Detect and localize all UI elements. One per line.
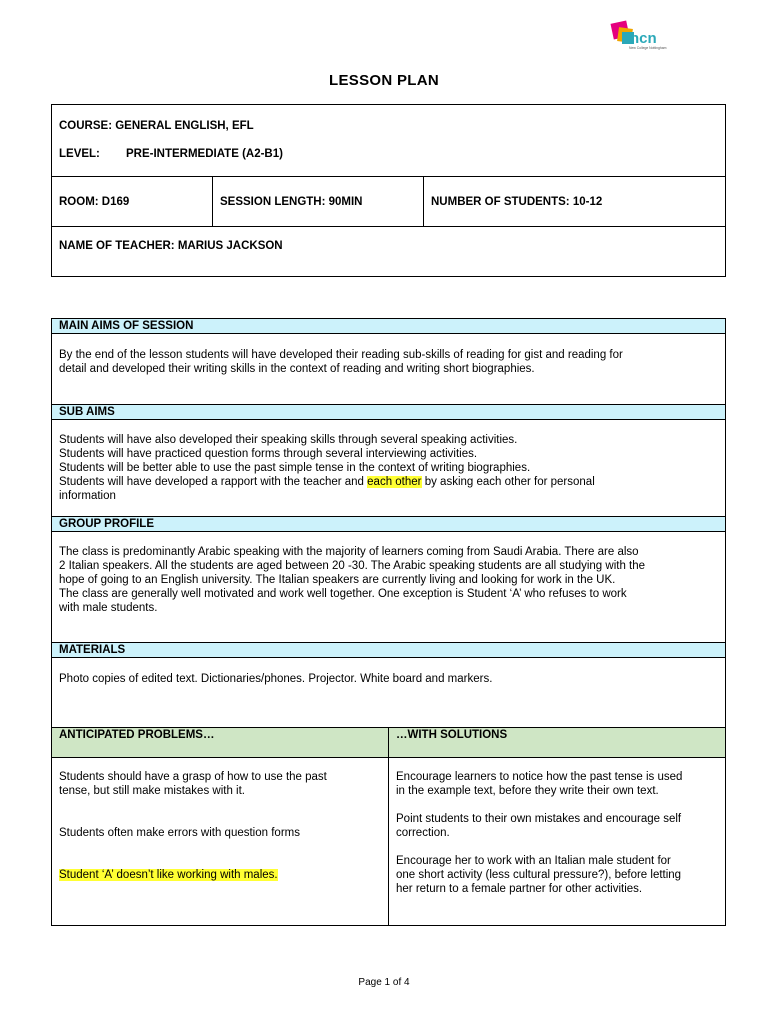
session-length-text: SESSION LENGTH: 90MIN — [220, 195, 363, 208]
solutions-heading: …WITH SOLUTIONS — [389, 728, 726, 758]
course-level-cell — [52, 105, 726, 177]
problem-line: tense, but still make mistakes with it. — [59, 785, 245, 797]
problems-heading: ANTICIPATED PROBLEMS… — [52, 728, 389, 758]
group-profile-line: The class are generally well motivated and work well together. One exception is Student ‘A’ who refuses to work — [59, 588, 627, 600]
solution-line: Encourage learners to notice how the past tense is used — [396, 771, 683, 783]
group-profile-body — [52, 532, 726, 643]
sub-aims-line: information — [59, 490, 116, 502]
lesson-plan-table — [51, 318, 726, 926]
problems-column — [52, 758, 389, 926]
main-aims-line: By the end of the lesson students will have developed their reading sub-skills of reading for gist and reading for — [59, 349, 623, 361]
highlighted-each-other: each other — [367, 476, 422, 488]
college-logo — [608, 18, 670, 52]
problem-line: Students often make errors with question forms — [59, 827, 300, 839]
materials-body — [52, 658, 726, 728]
solution-item — [396, 840, 718, 896]
room-cell — [52, 177, 213, 227]
solution-line: Encourage her to work with an Italian male student for — [396, 855, 671, 867]
highlighted-problem: Student ‘A’ doesn’t like working with males. — [59, 869, 278, 881]
level-value: PRE-INTERMEDIATE (A2-B1) — [126, 148, 283, 160]
sub-aims-line4-before: Students will have developed a rapport with the teacher and — [59, 476, 368, 488]
group-profile-line: 2 Italian speakers. All the students are aged between 20 -30. The Arabic speaking students are all studying with the — [59, 560, 646, 572]
solutions-column — [389, 758, 726, 926]
solution-line: correction. — [396, 827, 450, 839]
problem-item — [59, 758, 381, 798]
main-aims-line: detail and developed their writing skills in the context of reading and writing short biographies. — [59, 363, 535, 375]
group-profile-heading: GROUP PROFILE — [52, 517, 726, 532]
num-students-cell — [424, 177, 726, 227]
problem-item — [59, 840, 381, 882]
page-title: LESSON PLAN — [329, 72, 439, 89]
course-text: COURSE: GENERAL ENGLISH, EFL — [59, 120, 254, 132]
level-label: LEVEL: — [59, 148, 100, 160]
solution-line: in the example text, before they write their own text. — [396, 785, 659, 797]
teacher-cell — [52, 227, 726, 277]
solution-item — [396, 758, 718, 798]
problem-item — [59, 798, 381, 840]
session-length-cell — [213, 177, 424, 227]
teacher-text: NAME OF TEACHER: MARIUS JACKSON — [59, 240, 283, 252]
problem-line: Students should have a grasp of how to use the past — [59, 771, 327, 783]
main-aims-body — [52, 334, 726, 405]
group-profile-line: The class is predominantly Arabic speaking with the majority of learners coming from Saudi Arabia. There are also — [59, 546, 639, 558]
sub-aims-heading: SUB AIMS — [52, 405, 726, 420]
page-number: Page 1 of 4 — [358, 977, 410, 988]
materials-text: Photo copies of edited text. Dictionaries/phones. Projector. White board and markers. — [59, 673, 493, 685]
solution-item — [396, 798, 718, 840]
main-aims-heading: MAIN AIMS OF SESSION — [52, 319, 726, 334]
logo-text: ncn — [630, 30, 657, 47]
solution-line: one short activity (less cultural pressure?), before letting — [396, 869, 682, 881]
solution-line: her return to a female partner for other activities. — [396, 883, 643, 895]
group-profile-line: hope of going to an English university. The Italian speakers are currently living and looking for work in the UK. — [59, 574, 616, 586]
materials-heading: MATERIALS — [52, 643, 726, 658]
sub-aims-body — [52, 420, 726, 517]
logo-subtext: New College Nottingham — [629, 46, 667, 50]
room-text: ROOM: D169 — [59, 195, 130, 208]
sub-aims-line-rapport — [59, 475, 718, 489]
num-students-text: NUMBER OF STUDENTS: 10-12 — [431, 195, 603, 208]
course-info-table — [51, 104, 726, 277]
group-profile-line: with male students. — [59, 602, 158, 614]
sub-aims-line: Students will have practiced question forms through several interviewing activities. — [59, 448, 478, 460]
sub-aims-line: Students will be better able to use the past simple tense in the context of writing biographies. — [59, 462, 531, 474]
sub-aims-line: Students will have also developed their speaking skills through several speaking activities. — [59, 434, 518, 446]
solution-line: Point students to their own mistakes and encourage self — [396, 813, 682, 825]
sub-aims-line4-after: by asking each other for personal — [421, 476, 595, 488]
